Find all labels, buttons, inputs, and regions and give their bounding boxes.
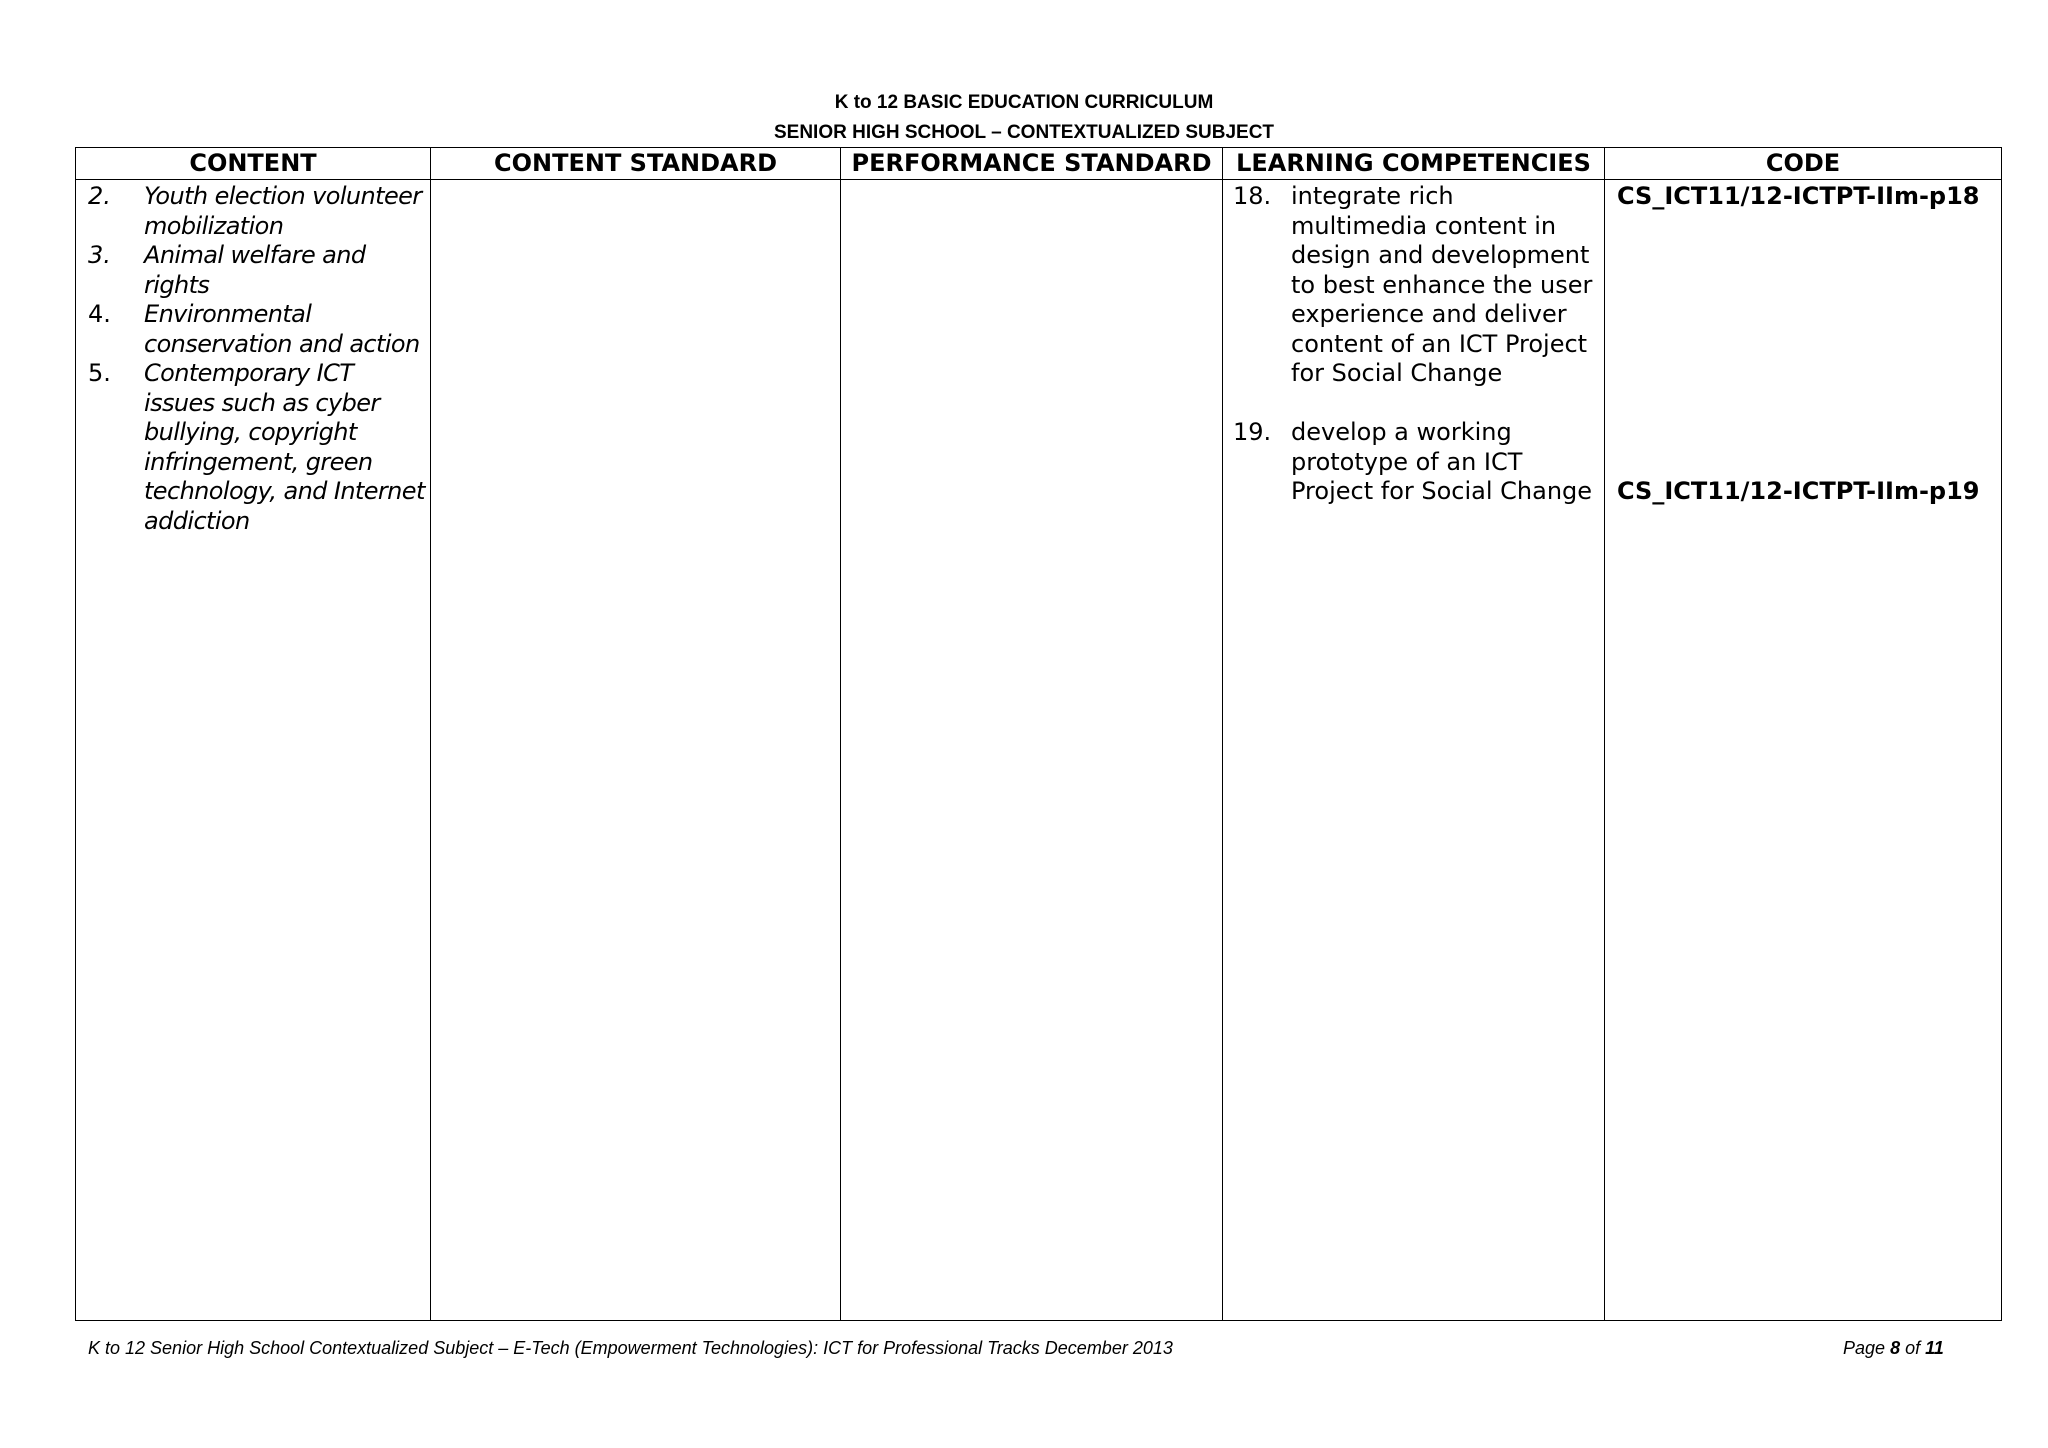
column-header-code: CODE [1605, 148, 2002, 180]
footer-document-info: K to 12 Senior High School Contextualized Subject – E-Tech (Empowerment Technologies): ICT for Professional Tracks December 2013 [88, 1338, 1173, 1358]
list-item-number: 2. [88, 182, 111, 210]
list-item [76, 182, 430, 241]
list-item-text: integrate rich multimedia content in design and development to best enhance the user experience and deliver content of an ICT Project for Social Change [1291, 182, 1593, 387]
document-subtitle: SENIOR HIGH SCHOOL – CONTEXTUALIZED SUBJECT [773, 122, 1275, 143]
content-cell [76, 180, 431, 1321]
page-label: Page [1843, 1338, 1886, 1358]
column-header-content-standard: CONTENT STANDARD [431, 148, 841, 180]
curriculum-table [75, 147, 2002, 1321]
list-item-text: Environmental conservation and action [144, 300, 420, 358]
competencies-list [1223, 180, 1604, 507]
column-header-content: CONTENT [76, 148, 431, 180]
competency-code: CS_ICT11/12-ICTPT-IIm-p19 [1617, 476, 1980, 505]
list-item-text: Contemporary ICT issues such as cyber bullying, copyright infringement, green technology, and Internet addiction [144, 359, 425, 535]
competency-code: CS_ICT11/12-ICTPT-IIm-p18 [1617, 182, 1980, 210]
page-total: 11 [1925, 1338, 1944, 1358]
content-list [76, 180, 430, 536]
list-item-number: 3. [88, 241, 111, 269]
table-header-row [76, 148, 2002, 180]
content-standard-cell [431, 180, 841, 1321]
page-of-label: of [1905, 1338, 1921, 1358]
list-item-number: 19. [1233, 418, 1272, 446]
footer-page-number [1843, 1336, 1944, 1360]
list-item-number: 4. [88, 300, 111, 328]
list-item-text: develop a working prototype of an ICT Project for Social Change [1291, 418, 1593, 505]
code-cell [1605, 180, 2002, 1321]
list-item-number: 5. [88, 359, 111, 387]
performance-standard-cell [841, 180, 1223, 1321]
list-item-number: 18. [1233, 182, 1272, 210]
list-item [76, 359, 430, 536]
list-item [76, 241, 430, 300]
column-header-learning-competencies: LEARNING COMPETENCIES [1223, 148, 1605, 180]
table-row [76, 180, 2002, 1321]
list-item [1223, 418, 1604, 507]
list-item-text: Animal welfare and rights [144, 241, 366, 299]
learning-competencies-cell [1223, 180, 1605, 1321]
page-current: 8 [1890, 1338, 1901, 1358]
list-item [76, 300, 430, 359]
document-title: K to 12 BASIC EDUCATION CURRICULUM [834, 92, 1214, 113]
list-item [1223, 182, 1604, 389]
column-header-performance-standard: PERFORMANCE STANDARD [841, 148, 1223, 180]
list-item-text: Youth election volunteer mobilization [144, 182, 422, 240]
